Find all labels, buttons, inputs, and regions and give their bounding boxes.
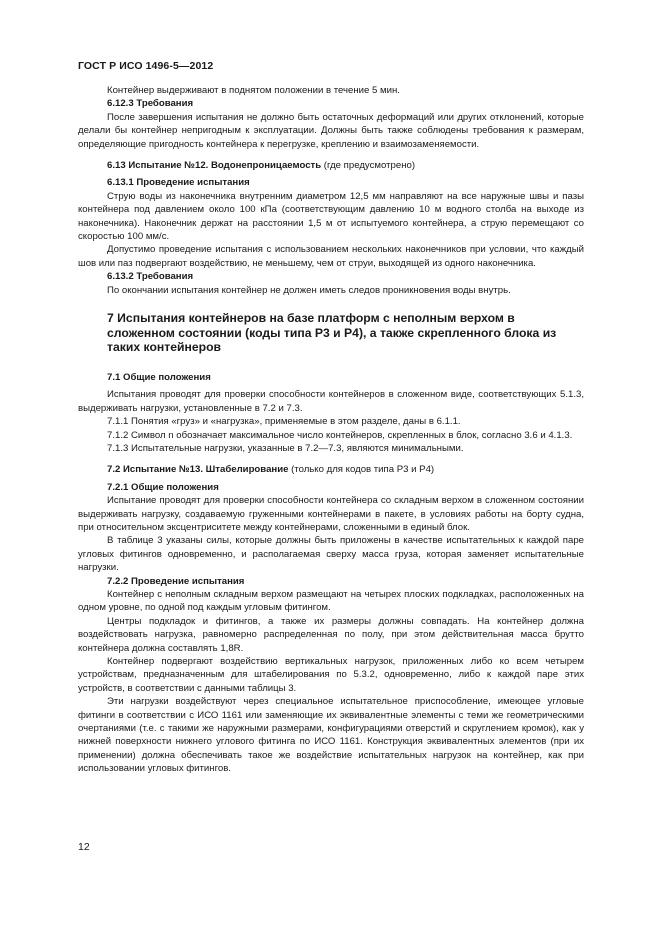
paragraph: 7.1.3 Испытательные нагрузки, указанные в 7.2—7.3, являются минимальными. bbox=[107, 442, 464, 454]
section-heading: 7 Испытания контейнеров на базе платформ с неполным верхом в сложенном состоянии (коды типа Р3 и Р4), а также скрепленного блока из таких контейнеров bbox=[107, 311, 557, 355]
paragraph: 7.1.1 Понятия «груз» и «нагрузка», применяемые в этом разделе, даны в 6.1.1. bbox=[107, 416, 461, 428]
paragraph: Контейнер с неполным складным верхом размещают на четырех плоских подкладках, расположенных на одном уровне, по одной под каждым угловым фитингом. bbox=[78, 588, 584, 614]
test-heading-note: (где предусмотрено) bbox=[321, 160, 416, 172]
test-heading bbox=[78, 159, 584, 172]
subsection-heading: 7.2.2 Проведение испытания bbox=[107, 575, 245, 587]
paragraph: В таблице 3 указаны силы, которые должны быть приложены в качестве испытательных к каждой паре угловых фитингов одновременно, и располагаемая сверху масса груза, которая заменяет испытательные нагрузки. bbox=[78, 535, 584, 574]
subsection-heading: 7.1 Общие положения bbox=[107, 371, 211, 383]
paragraph: Испытания проводят для проверки способности контейнеров в сложенном виде, соответствующих 5.1.3, выдерживать нагрузки, установленные в 7.2 и 7.3. bbox=[78, 389, 584, 414]
running-header: ГОСТ Р ИСО 1496-5—2012 bbox=[78, 60, 214, 72]
subsection-heading: 6.12.3 Требования bbox=[107, 98, 194, 110]
paragraph: Испытание проводят для проверки способности контейнера со складным верхом в сложенном состоянии выдерживать нагрузку, создаваемую груженными контейнерами в пакете, в условиях работы на борту судна, при относительном эксцентриситете между контейнерами, сложенными в единый блок. bbox=[78, 495, 584, 533]
paragraph: 7.1.2 Символ n обозначает максимальное число контейнеров, скрепленных в блок, согласно 3.6 и 4.1.3. bbox=[107, 429, 573, 441]
page-number: 12 bbox=[78, 841, 90, 853]
paragraph: Струю воды из наконечника внутренним диаметром 12,5 мм направляют на все наружные швы и пазы контейнера под давлением около 100 кПа (соответствующим давлению 10 м водного столба на выходе из наконечника). Наконечник держат на расстоянии 1,5 м от испытуемого контейнера, а струю перемещают со скоростью 100 мм/с. bbox=[78, 190, 584, 243]
paragraph: По окончании испытания контейнер не должен иметь следов проникновения воды внутрь. bbox=[107, 284, 511, 296]
page-body bbox=[78, 84, 584, 776]
test-heading-title: 7.2 Испытание №13. Штабелирование bbox=[107, 464, 289, 476]
subsection-heading: 6.13.2 Требования bbox=[107, 271, 194, 283]
subsection-heading: 7.2.1 Общие положения bbox=[107, 481, 219, 493]
subsection-heading: 6.13.1 Проведение испытания bbox=[107, 177, 250, 189]
paragraph: Центры подкладок и фитингов, а также их размеры должны совпадать. На контейнер должна воздействовать нагрузка, равномерно распределенная по полу, при этом действительная масса брутто контейнера должна составлять 1,8R. bbox=[78, 615, 584, 654]
paragraph: Контейнер выдерживают в поднятом положении в течение 5 мин. bbox=[107, 85, 400, 96]
paragraph: Эти нагрузки воздействуют через специальное испытательное приспособление, имеющее угловые фитинги в соответствии с ИСО 1161 или заменяющие их эквивалентные элементы с теми же геометрическими очертаниями (т.е. с такими же наружными размерами, конфигурациями отверстий и скруглением кромок), как у нижней поверхности нижнего углового фитинга по ИСО 1161. Конструкция эквивалентных элементов (при их применении) должна обеспечивать такое же воздействие испытательных нагрузок на контейнер, как при использовании угловых фитингов. bbox=[78, 696, 584, 775]
test-heading-title: 6.13 Испытание №12. Водонепроницаемость bbox=[107, 160, 322, 172]
test-heading bbox=[78, 463, 584, 476]
paragraph: После завершения испытания не должно быть остаточных деформаций или других отклонений, которые делали бы контейнер непригодным к эксплуатации. Должны быть также соблюдены требования к размерам, определяющие пригодность контейнера к перегрузке, креплению и взаимозаменяемости. bbox=[78, 111, 584, 150]
paragraph: Допустимо проведение испытания с использованием нескольких наконечников при условии, что каждый шов или паз подвергают воздействию, не меньшему, чем от струи, выходящей из одного наконечника. bbox=[78, 244, 584, 269]
paragraph: Контейнер подвергают воздействию вертикальных нагрузок, приложенных либо ко всем четырем устройствам, предназначенным для штабелирования по 5.3.2, одновременно, либо к каждой паре этих устройств, в соответствии с данными таблицы 3. bbox=[78, 656, 584, 694]
test-heading-note: (только для кодов типа Р3 и Р4) bbox=[288, 464, 435, 476]
